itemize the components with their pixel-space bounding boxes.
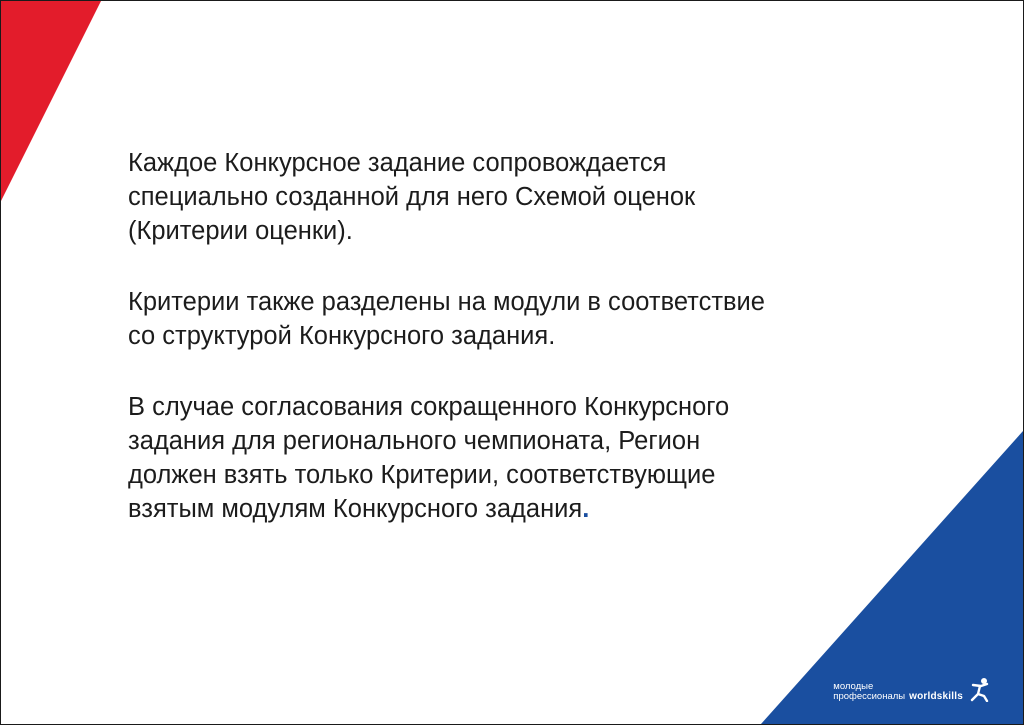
- paragraph-3: [128, 390, 908, 526]
- paragraph-1: Каждое Конкурсное задание сопровождается специально созданной для него Схемой оценок (Критерии оценки).: [128, 149, 696, 245]
- main-text: [128, 146, 908, 526]
- logo-line-1: молодые: [833, 681, 874, 692]
- logo-brand: worldskills: [909, 691, 963, 702]
- accent-period: .: [582, 495, 590, 523]
- logo-line-2: профессионалы: [833, 691, 906, 702]
- worldskills-logo: [833, 676, 993, 702]
- logo-caption: [833, 682, 905, 702]
- red-corner-shape: [1, 1, 101, 201]
- paragraph-2: Критерии также разделены на модули в соответствие со структурой Конкурсного задания.: [128, 288, 765, 350]
- worldskills-figure-icon: [967, 676, 993, 702]
- paragraph-3-text: В случае согласования сокращенного Конкурсного задания для регионального чемпионата, Регион должен взять только Критерии, соответствующие взятым модулям Конкурсного задания: [128, 393, 730, 523]
